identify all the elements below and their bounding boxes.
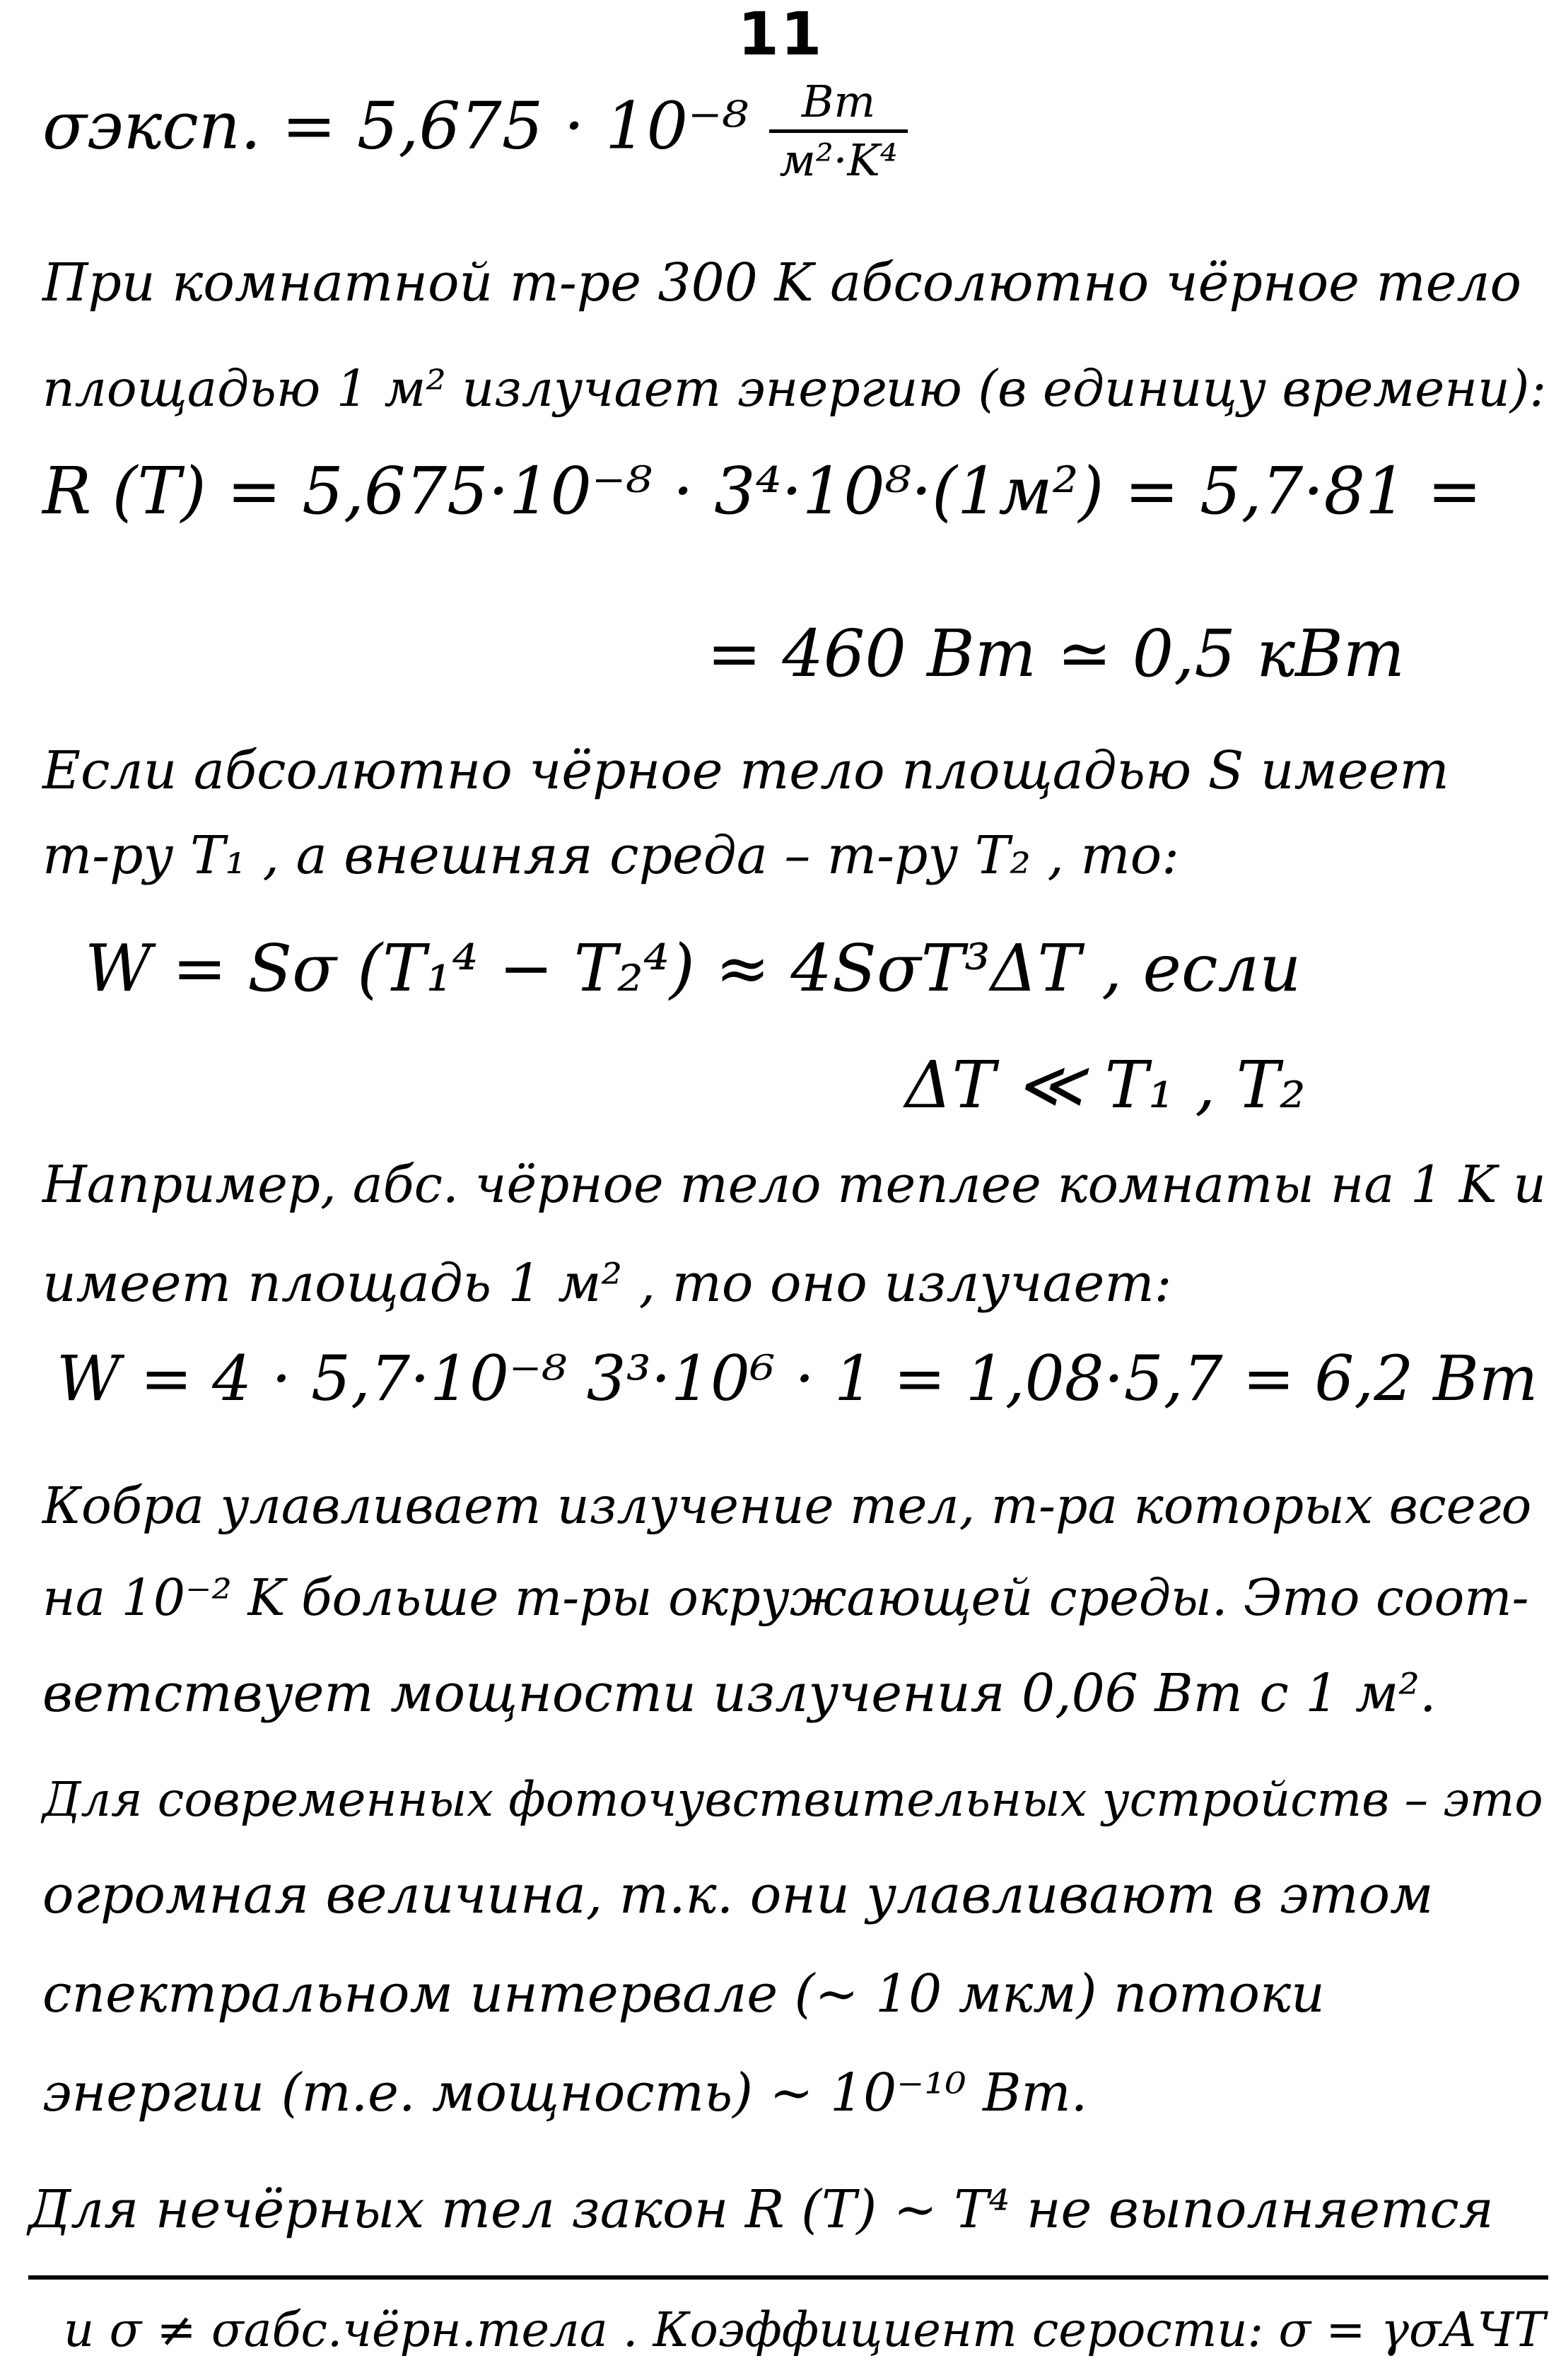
paragraph-4-line-2: на 10⁻² K больше т-ры окружающей среды. Это соот- [42, 1568, 1529, 1627]
paragraph-4-line-3: ветствует мощности излучения 0,06 Вт с 1 м². [42, 1663, 1437, 1724]
paragraph-5-line-4: энергии (т.е. мощность) ~ 10⁻¹⁰ Вт. [42, 2063, 1088, 2123]
paragraph-4-line-1: Кобра улавливает излучение тел, т-ра которых всего [42, 1476, 1532, 1535]
sigma-expression: σэксп. = 5,675 · 10⁻⁸ [42, 88, 749, 164]
paragraph-5-line-1: Для современных фоточувствительных устройств – это [42, 1772, 1543, 1827]
sigma-unit-fraction [769, 74, 907, 188]
equation-condition: ΔT ≪ T₁ , T₂ [905, 1047, 1306, 1123]
paragraph-1-line-1: При комнатной т-ре 300 K абсолютно чёрное тело [42, 252, 1522, 313]
paragraph-6-line-2: и σ ≠ σабс.чёрн.тела . Коэффициент серости: σ = γσАЧТ [64, 2302, 1545, 2357]
equation-radiance: R (T) = 5,675·10⁻⁸ · 3⁴·10⁸·(1м²) = 5,7·81 = [42, 453, 1482, 529]
paragraph-6-line-1: Для нечёрных тел закон R (T) ~ T⁴ не выполняется [28, 2179, 1494, 2240]
paragraph-1-line-2: площадью 1 м² излучает энергию (в единицу времени): [42, 359, 1547, 418]
sigma-experimental-line [42, 74, 908, 188]
sigma-unit-numerator: Вт [769, 74, 907, 133]
paragraph-3-line-1: Например, абс. чёрное тело теплее комнаты на 1 K и [42, 1155, 1546, 1214]
equation-example-power: W = 4 · 5,7·10⁻⁸ 3³·10⁶ · 1 = 1,08·5,7 = 6,2 Вт [57, 1342, 1538, 1415]
paragraph-3-line-2: имеет площадь 1 м² , то оно излучает: [42, 1253, 1172, 1314]
separator-rule [28, 2275, 1548, 2280]
equation-power-exchange: W = Sσ (T₁⁴ − T₂⁴) ≈ 4SσT³ΔT , если [85, 931, 1302, 1006]
page-number: 11 [737, 0, 824, 69]
paragraph-2-line-1: Если абсолютно чёрное тело площадью S имеет [42, 740, 1449, 801]
equation-radiance-result: = 460 Вт ≃ 0,5 кВт [707, 616, 1405, 692]
paragraph-2-line-2: т-ру T₁ , а внешняя среда – т-ру T₂ , то: [42, 825, 1180, 886]
paragraph-5-line-2: огромная величина, т.к. они улавливают в этом [42, 1865, 1434, 1925]
paragraph-5-line-3: спектральном интервале (~ 10 мкм) потоки [42, 1964, 1325, 2024]
sigma-unit-denominator: м²·K⁴ [779, 134, 898, 186]
